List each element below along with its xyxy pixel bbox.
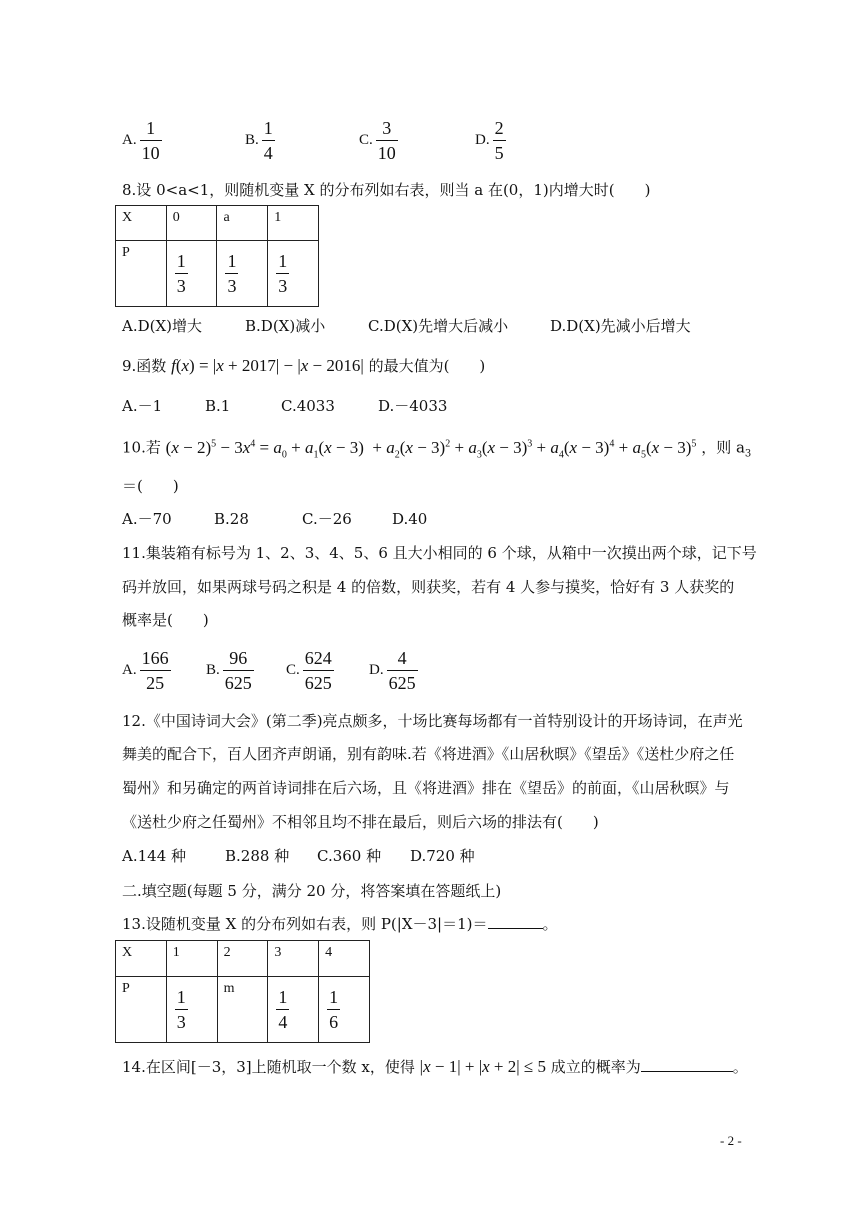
q14-end: 。 — [732, 1058, 748, 1076]
option-label: D. — [369, 662, 384, 678]
table-cell: X — [116, 206, 167, 241]
q10-option-d: D.40 — [392, 510, 428, 528]
q10-option-a: A.－70 — [122, 510, 172, 528]
q11-option-a — [122, 648, 173, 693]
fraction: $\frac{3}{10}$ — [377, 118, 396, 163]
table-cell — [268, 241, 319, 307]
page-number: - 2 - — [720, 1133, 742, 1148]
q12-line3: 蜀州》和另确定的两首诗词排在后六场，且《将进酒》排在《望岳》的前面，《山居秋暝》与 — [122, 779, 730, 797]
fraction: $\frac{1}{3}$ — [176, 251, 186, 296]
q7-option-d — [475, 118, 508, 163]
table-cell: m — [217, 977, 268, 1043]
table-cell: P — [116, 241, 167, 307]
q9-suffix: 的最大值为( ) — [368, 357, 486, 375]
q10-suffix-sub: 3 — [744, 448, 752, 460]
table-cell: P — [116, 977, 167, 1043]
q9-text: 9.函数 f(x) = |x + 2017| − |x − 2016| 的最大值为( ) — [122, 356, 486, 375]
option-label: C. — [286, 662, 300, 678]
answer-blank — [488, 914, 543, 929]
q11-option-c — [286, 648, 336, 693]
q13-prefix: 13.设随机变量 X 的分布列如右表，则 P(|X－3|＝1)＝ — [122, 915, 488, 933]
q8-option-c: C.D(X)先增大后减小 — [368, 317, 509, 335]
fraction: $\frac{1}{4}$ — [278, 987, 288, 1032]
fraction: $\frac{1}{3}$ — [278, 251, 288, 296]
q9-option-b: B.1 — [205, 397, 231, 415]
q10-text — [122, 434, 751, 465]
q14-text — [122, 1057, 748, 1077]
q14-suffix: 成立的概率为 — [550, 1058, 641, 1076]
table-cell — [217, 241, 268, 307]
fraction: $\frac{1}{6}$ — [329, 987, 339, 1032]
q14-prefix: 14.在区间[－3，3]上随机取一个数 x，使得 — [122, 1058, 415, 1076]
q7-option-c — [359, 118, 400, 163]
fraction: $\frac{1}{10}$ — [141, 118, 160, 163]
table-cell: 3 — [268, 941, 319, 977]
q12-option-b: B.288 种 — [225, 847, 290, 865]
q10-line2: ＝( ) — [122, 477, 179, 495]
q9-prefix: 9.函数 — [122, 357, 167, 375]
fraction: $\frac{2}{5}$ — [494, 118, 504, 163]
fraction: $\frac{96}{625}$ — [224, 648, 252, 693]
table-cell: 1 — [166, 941, 217, 977]
table-cell: X — [116, 941, 167, 977]
table-cell: 2 — [217, 941, 268, 977]
q14-formula: |x − 1| + |x + 2| ≤ 5 — [419, 1057, 546, 1076]
q12-line4: 《送杜少府之任蜀州》不相邻且均不排在最后，则后六场的排法有( ) — [122, 813, 599, 831]
q11-line2: 码并放回，如果两球号码之积是 4 的倍数，则获奖，若有 4 人参与摸奖，恰好有 3 人获奖的 — [122, 578, 735, 596]
q11-option-d — [369, 648, 420, 693]
q9-option-a: A.－1 — [122, 397, 163, 415]
q12-line1: 12.《中国诗词大会》(第二季)亮点颇多，十场比赛每场都有一首特别设计的开场诗词，在声光 — [122, 712, 743, 730]
option-label: B. — [245, 132, 259, 148]
option-label: D. — [475, 132, 490, 148]
q9-option-d: D.－4033 — [378, 397, 448, 415]
fraction: $\frac{1}{4}$ — [263, 118, 273, 163]
q8-option-b: B.D(X)减小 — [245, 317, 326, 335]
q10-formula: $(x - 2)^5 - 3x^4 = a_0 + a_1(x - 3) + a_2(x - 3)^2 + a_3(x - 3)^3 + a_4(x - 3)^4 + a_5(x - 3)^5$ — [165, 437, 697, 461]
q7-option-b — [245, 118, 277, 163]
section-heading: 二.填空题(每题 5 分，满分 20 分，将答案填在答题纸上) — [122, 882, 502, 900]
option-label: B. — [206, 662, 220, 678]
q12-option-a: A.144 种 — [122, 847, 186, 865]
q11-line3: 概率是( ) — [122, 611, 209, 629]
table-cell: 4 — [319, 941, 370, 977]
option-label: C. — [359, 132, 373, 148]
q12-option-c: C.360 种 — [317, 847, 382, 865]
q8-option-d: D.D(X)先减小后增大 — [550, 317, 691, 335]
fraction: $\frac{166}{25}$ — [141, 648, 169, 693]
q13-text — [122, 914, 558, 934]
answer-blank — [641, 1057, 733, 1072]
q10-option-c: C.－26 — [302, 510, 352, 528]
fraction: $\frac{4}{625}$ — [388, 648, 416, 693]
q12-line2: 舞美的配合下，百人团齐声朗诵，别有韵味.若《将进酒》《山居秋暝》《望岳》《送杜少府之任 — [122, 745, 735, 763]
q9-option-c: C.4033 — [281, 397, 335, 415]
table-cell: 0 — [166, 206, 217, 241]
table-cell: a — [217, 206, 268, 241]
option-label: A. — [122, 662, 137, 678]
q7-option-a — [122, 118, 164, 163]
fraction: $\frac{624}{625}$ — [304, 648, 332, 693]
q10-option-b: B.28 — [214, 510, 249, 528]
q10-prefix: 10.若 — [122, 438, 161, 457]
q13-suffix: 。 — [542, 915, 558, 933]
q10-suffix: ，则 a — [701, 438, 745, 457]
table-cell — [166, 241, 217, 307]
q13-distribution-table — [115, 940, 370, 1043]
q11-option-b — [206, 648, 256, 693]
q8-option-a: A.D(X)增大 — [122, 317, 203, 335]
table-cell — [166, 977, 217, 1043]
table-cell — [268, 977, 319, 1043]
q9-formula: f — [171, 356, 176, 375]
table-cell: 1 — [268, 206, 319, 241]
q12-option-d: D.720 种 — [410, 847, 475, 865]
fraction: $\frac{1}{3}$ — [176, 987, 186, 1032]
q11-line1: 11.集装箱有标号为 1、2、3、4、5、6 且大小相同的 6 个球，从箱中一次摸出两个球，记下号 — [122, 544, 757, 562]
q8-distribution-table — [115, 205, 319, 307]
table-cell — [319, 977, 370, 1043]
q8-text: 8.设 0<a<1，则随机变量 X 的分布列如右表，则当 a 在(0，1)内增大时( ) — [122, 181, 651, 199]
option-label: A. — [122, 132, 137, 148]
fraction: $\frac{1}{3}$ — [227, 251, 237, 296]
